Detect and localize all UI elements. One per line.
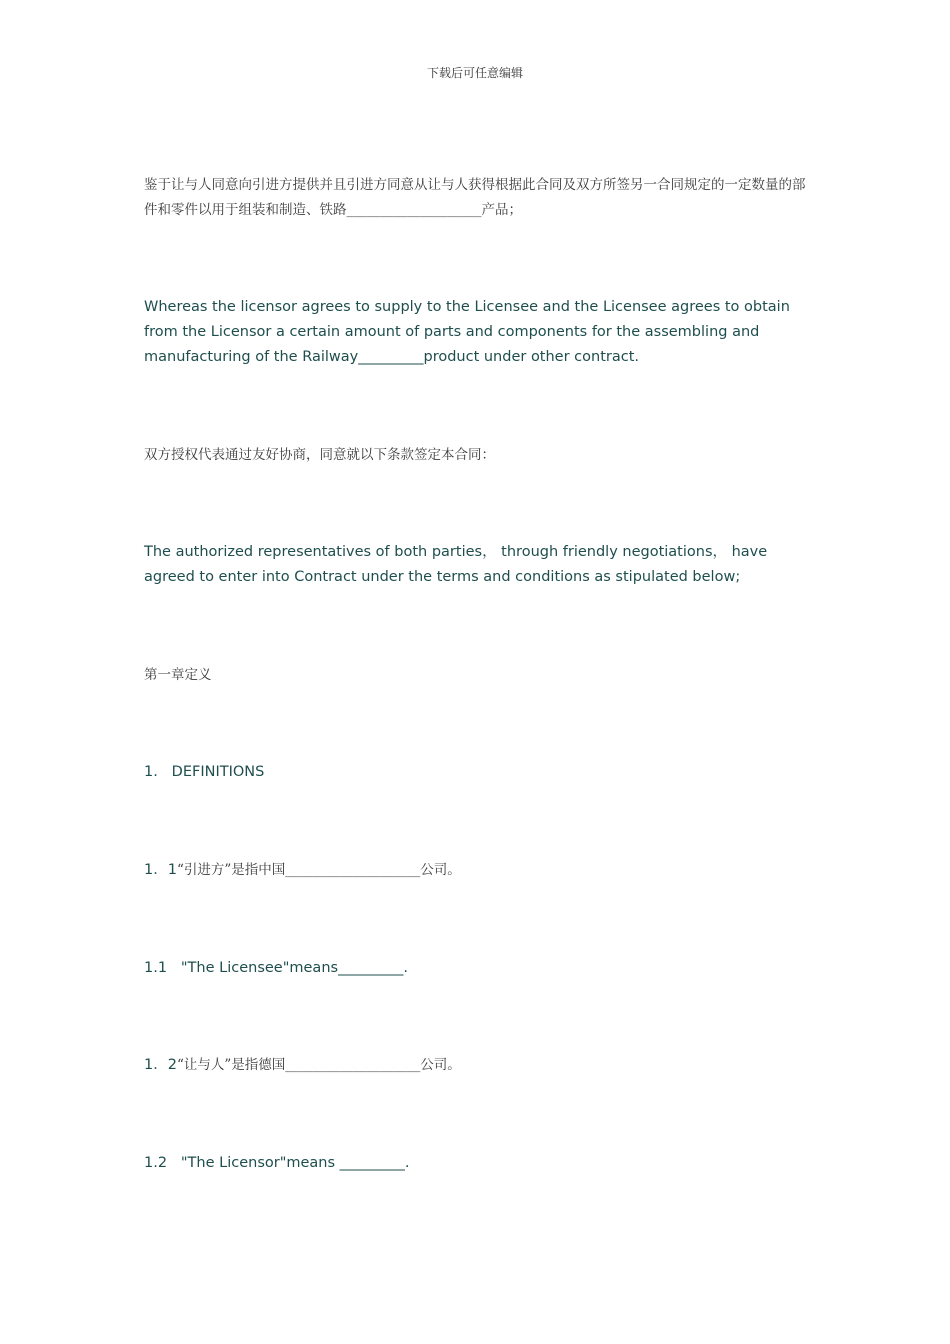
whereas-paragraph-en: Whereas the licensor agrees to supply to the Licensee and the Licensee agrees to obtain from the Licensor a certain amount of parts and components for the assembling and manufacturing of the Railway_________product under other contract. [144, 299, 790, 365]
definition-licensor-zh [144, 1053, 810, 1078]
definition-licensor-en: 1.2 "The Licensor"means _________. [144, 1155, 410, 1171]
definition-licensee-zh [144, 858, 810, 883]
page-header-note: 下载后可任意编辑 [426, 66, 523, 80]
chapter-heading-zh: 第一章定义 [144, 667, 212, 683]
chapter-heading-en: 1. DEFINITIONS [144, 764, 265, 780]
whereas-paragraph-zh: 鉴于让与人同意向引进方提供并且引进方同意从让与人获得根据此合同及双方所签另一合同规定的一定数量的部件和零件以用于组装和制造、铁路____________________产品； [144, 177, 806, 218]
definition-text: “引进方”是指中国____________________公司。 [176, 862, 461, 878]
definition-text: “让与人”是指德国____________________公司。 [176, 1057, 461, 1073]
definition-number: 1．2 [144, 1057, 177, 1073]
agreement-paragraph-en: The authorized representatives of both parties， through friendly negotiations， have agreed to enter into Contract under the terms and conditions as stipulated below; [144, 544, 768, 585]
definition-number: 1．1 [144, 862, 177, 878]
definition-licensee-en: 1.1 "The Licensee"means_________. [144, 960, 408, 976]
agreement-paragraph-zh: 双方授权代表通过友好协商，同意就以下条款签定本合同： [144, 447, 495, 463]
